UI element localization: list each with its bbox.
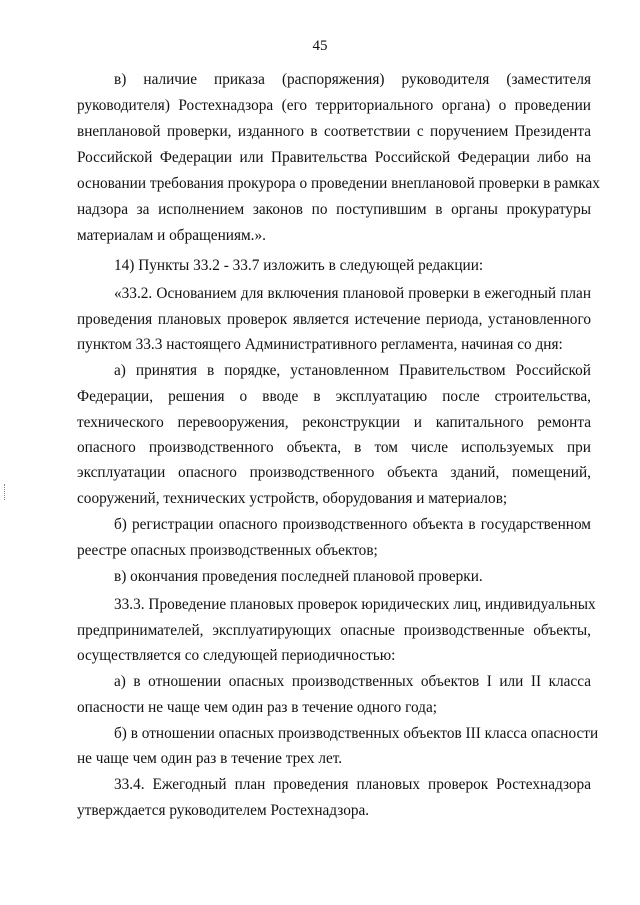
text-line: проведения плановых проверок является истечение периода, установленного <box>77 311 591 328</box>
text-line: в) окончания проведения последней плановой проверки. <box>114 568 483 585</box>
text-line: а) в отношении опасных производственных объектов I или II класса <box>114 673 591 690</box>
page-number: 45 <box>312 38 328 54</box>
text-line: опасности не чаще чем один раз в течение одного года; <box>77 699 437 716</box>
text-line: «33.2. Основанием для включения плановой проверки в ежегодный план <box>114 285 591 302</box>
text-line: руководителя) Ростехнадзора (его территориального органа) о проведении <box>77 97 591 114</box>
text-line: б) в отношении опасных производственных объектов III класса опасности <box>114 725 599 742</box>
text-line: пунктом 33.3 настоящего Административного регламента, начиная со дня: <box>77 336 563 353</box>
text-line: 33.3. Проведение плановых проверок юридических лиц, индивидуальных <box>114 596 596 613</box>
text-line: б) регистрации опасного производственного объекта в государственном <box>114 516 591 533</box>
text-line: 14) Пункты 33.2 - 33.7 изложить в следующей редакции: <box>114 257 484 274</box>
text-line: Российской Федерации или Правительства Российской Федерации либо на <box>77 149 591 166</box>
text-line: сооружений, технических устройств, оборудования и материалов; <box>77 490 508 507</box>
text-line: реестре опасных производственных объектов; <box>77 542 378 559</box>
text-line: опасного производственного объекта, в том числе используемых при <box>77 439 591 456</box>
text-line: внеплановой проверки, изданного в соответствии с поручением Президента <box>77 123 591 140</box>
text-line: надзора за исполнением законов по поступившим в органы прокуратуры <box>77 201 591 218</box>
text-line: в) наличие приказа (распоряжения) руководителя (заместителя <box>114 71 591 88</box>
text-line: технического перевооружения, реконструкции и капитального ремонта <box>77 414 591 431</box>
text-line: утверждается руководителем Ростехнадзора. <box>77 802 370 819</box>
margin-mark <box>4 484 6 500</box>
text-line: 33.4. Ежегодный план проведения плановых проверок Ростехнадзора <box>114 776 591 793</box>
text-line: предпринимателей, эксплуатирующих опасные производственные объекты, <box>77 622 591 639</box>
text-line: эксплуатации опасного производственного объекта зданий, помещений, <box>77 464 591 481</box>
text-line: Федерации, решения о вводе в эксплуатацию после строительства, <box>77 388 591 405</box>
text-line: материалам и обращениям.». <box>77 227 266 244</box>
text-line: основании требования прокурора о проведении внеплановой проверки в рамках <box>77 175 600 192</box>
text-line: осуществляется со следующей периодичностью: <box>77 647 396 664</box>
text-line: не чаще чем один раз в течение трех лет. <box>77 750 343 767</box>
text-line: а) принятия в порядке, установленном Правительством Российской <box>114 362 591 379</box>
